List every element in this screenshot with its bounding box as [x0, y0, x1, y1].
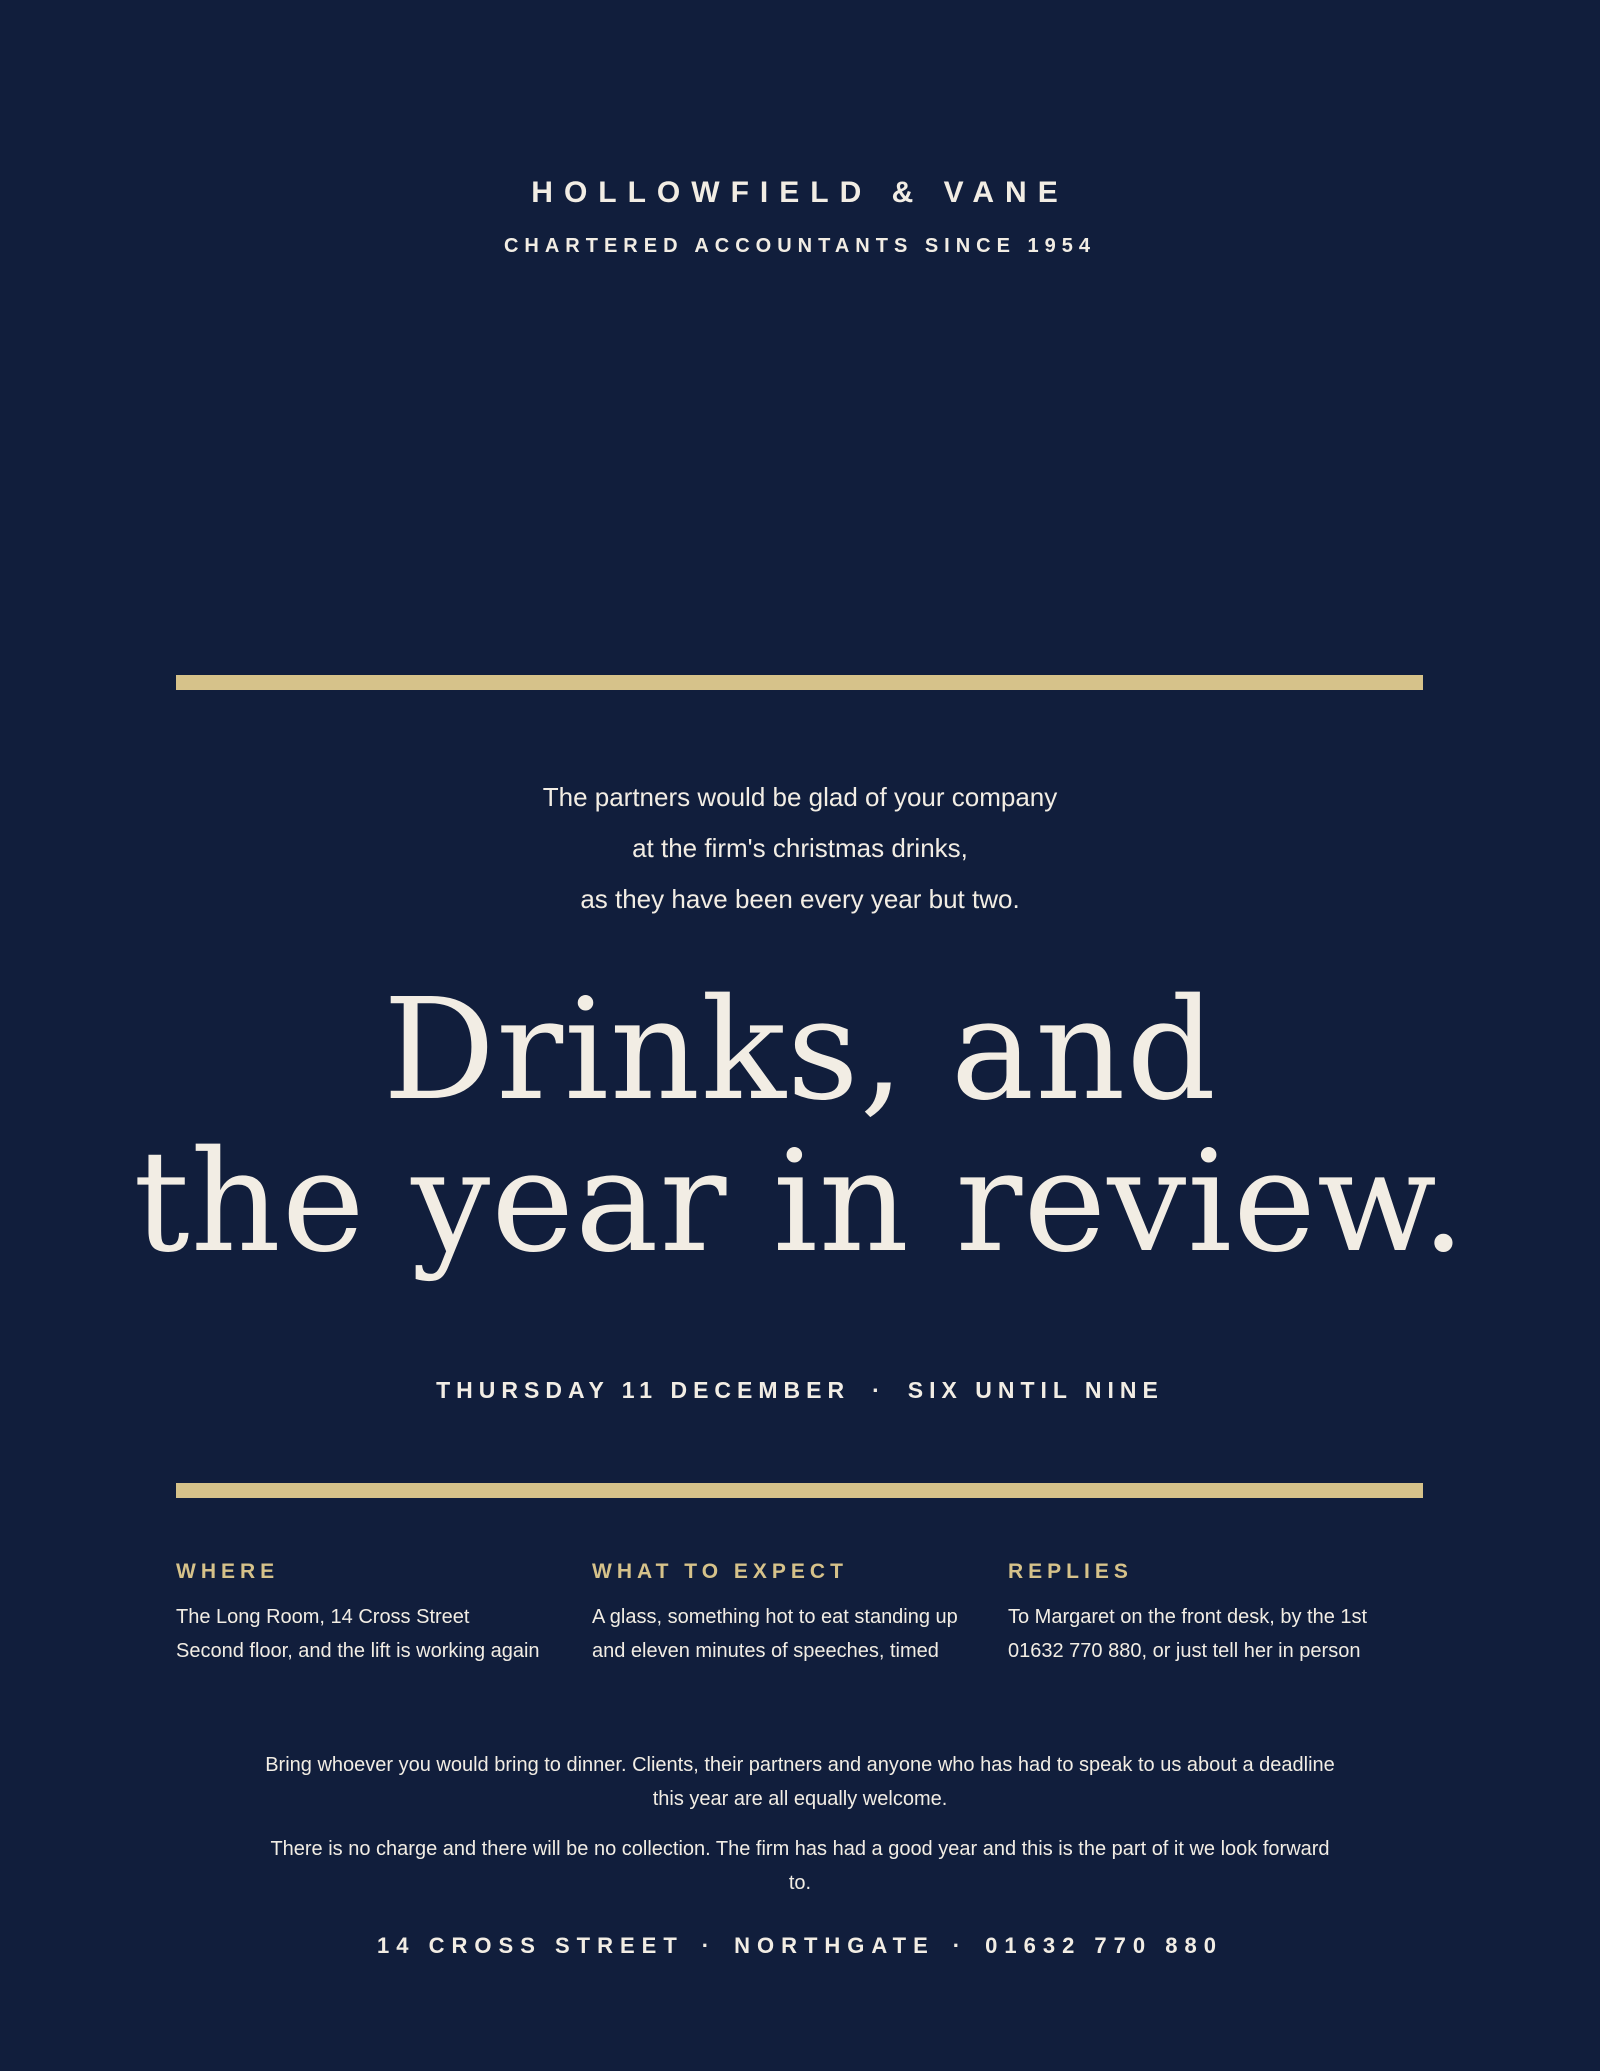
headline-line-1: Drinks, and	[382, 969, 1218, 1132]
headline-line-2: the year in review.	[133, 1121, 1467, 1284]
intro-line: at the firm's christmas drinks,	[632, 833, 968, 863]
event-date: THURSDAY 11 DECEMBER	[436, 1377, 851, 1403]
details-heading: WHAT TO EXPECT	[592, 1560, 848, 1583]
separator-dot: ·	[952, 1933, 968, 1958]
footer-street: 14 CROSS STREET	[377, 1933, 684, 1958]
gold-divider-top	[176, 675, 1423, 690]
details-heading: WHERE	[176, 1560, 280, 1583]
headline	[0, 969, 1600, 1284]
intro-line: as they have been every year but two.	[580, 884, 1020, 914]
details-heading: REPLIES	[1008, 1560, 1133, 1583]
event-date-time	[0, 1377, 1600, 1404]
intro-line: The partners would be glad of your company	[542, 782, 1058, 812]
details-replies	[1008, 1560, 1408, 1668]
footer-contact	[0, 1933, 1600, 1959]
footer-phone: 01632 770 880	[985, 1933, 1223, 1958]
gold-divider-bottom	[176, 1483, 1423, 1498]
firm-tagline: CHARTERED ACCOUNTANTS SINCE 1954	[503, 235, 1097, 257]
details-line: A glass, something hot to eat standing up	[592, 1606, 958, 1628]
details-line: 01632 770 880, or just tell her in person	[1008, 1640, 1361, 1662]
details-line: Second floor, and the lift is working again	[176, 1640, 540, 1662]
details-where	[176, 1560, 576, 1668]
separator-dot: ·	[872, 1377, 886, 1403]
firm-name: HOLLOWFIELD & VANE	[531, 176, 1069, 209]
details-what-to-expect	[592, 1560, 992, 1668]
note-paragraph: Bring whoever you would bring to dinner. Clients, their partners and anyone who has had to speak to us about a deadline this year are all equally welcome.	[265, 1754, 1335, 1810]
notes	[260, 1748, 1340, 1916]
footer-area: NORTHGATE	[734, 1933, 935, 1958]
details-line: The Long Room, 14 Cross Street	[176, 1606, 470, 1628]
details-line: To Margaret on the front desk, by the 1st	[1008, 1606, 1368, 1628]
details-line: and eleven minutes of speeches, timed	[592, 1640, 939, 1662]
note-paragraph: There is no charge and there will be no collection. The firm has had a good year and this is the part of it we look forward to.	[270, 1838, 1330, 1894]
separator-dot: ·	[701, 1933, 717, 1958]
event-time: SIX UNTIL NINE	[907, 1377, 1164, 1403]
intro-text	[0, 772, 1600, 925]
